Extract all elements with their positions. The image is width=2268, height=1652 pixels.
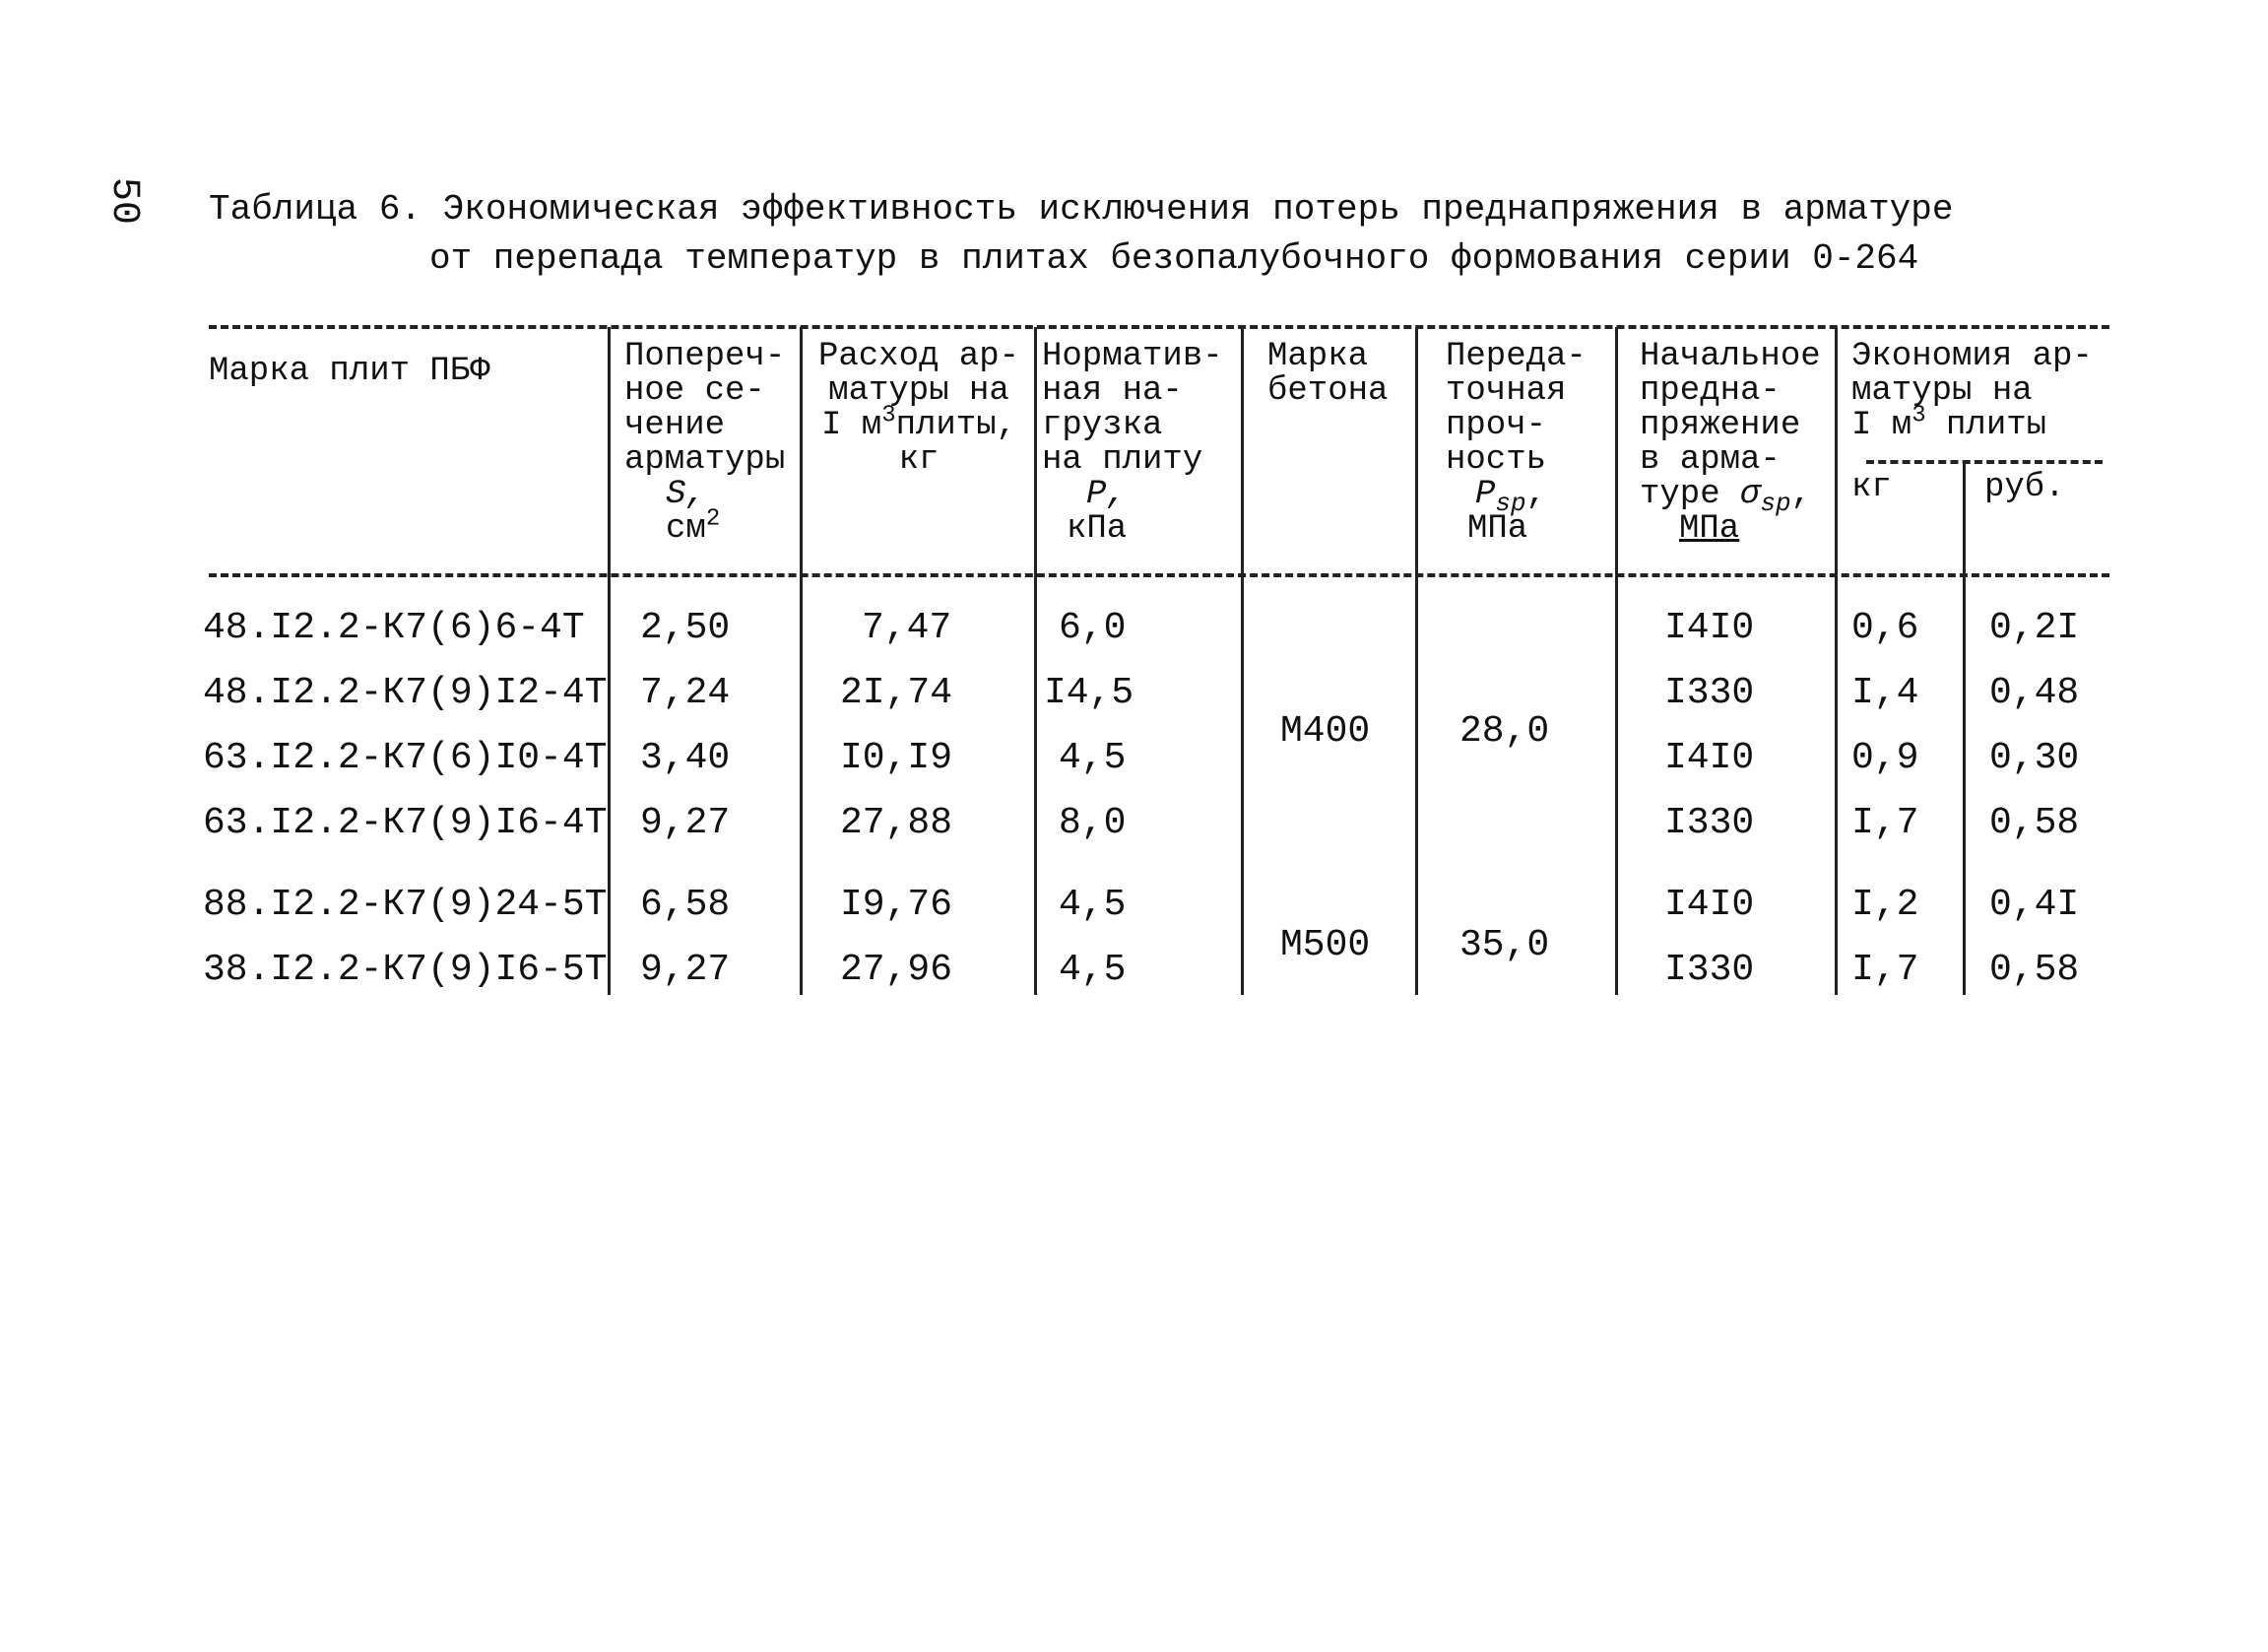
row-2-rashod: 2I,74 xyxy=(840,672,953,714)
row-5-load: 4,5 xyxy=(1059,884,1127,926)
row-2-section: 7,24 xyxy=(640,672,731,714)
col-divider-4 xyxy=(1241,327,1244,995)
initial-unit: МПа xyxy=(1679,510,1740,548)
row-6-initial: I330 xyxy=(1664,949,1755,991)
section-unit: $см^2$ xyxy=(666,505,721,548)
row-5-economy-kg: I,2 xyxy=(1851,884,1919,926)
row-6-mark: 38.I2.2-К7(9)I6-5Т xyxy=(203,949,608,991)
row-1-initial: I4I0 xyxy=(1664,607,1755,649)
page-number: 50 xyxy=(101,177,146,226)
col-divider-2 xyxy=(800,327,803,995)
row-3-section: 3,40 xyxy=(640,737,731,779)
header-load: Норматив- ная на- грузка на плиту P, кПа xyxy=(1042,338,1223,548)
group-1-strength: 28,0 xyxy=(1459,710,1550,753)
row-1-section: 2,50 xyxy=(640,607,731,649)
caption-line-1: Таблица 6. Экономическая эффективность исключения потерь преднапряжения в арматуре xyxy=(209,189,1954,230)
header-concrete: Марка бетона xyxy=(1267,338,1389,410)
header-economy: Экономия ар- матуры на I $м^3$ плиты xyxy=(1851,338,2093,444)
row-4-section: 9,27 xyxy=(640,802,731,844)
row-6-rashod: 27,96 xyxy=(840,949,953,991)
row-6-economy-rub: 0,58 xyxy=(1989,949,2080,991)
row-1-mark: 48.I2.2-К7(6)6-4Т xyxy=(203,607,585,649)
col-divider-6 xyxy=(1615,327,1618,995)
row-6-section: 9,27 xyxy=(640,949,731,991)
row-4-initial: I330 xyxy=(1664,802,1755,844)
row-1-rashod: 7,47 xyxy=(862,607,952,649)
group-2-strength: 35,0 xyxy=(1459,924,1550,966)
strength-symbol: $P_{sp}$, xyxy=(1475,476,1547,518)
row-5-economy-rub: 0,4I xyxy=(1989,884,2080,926)
row-4-economy-rub: 0,58 xyxy=(1989,802,2080,844)
row-1-load: 6,0 xyxy=(1059,607,1127,649)
row-4-mark: 63.I2.2-К7(9)I6-4Т xyxy=(203,802,608,844)
row-3-initial: I4I0 xyxy=(1664,737,1755,779)
row-3-load: 4,5 xyxy=(1059,737,1127,779)
row-1-economy-kg: 0,6 xyxy=(1851,607,1919,649)
group-2-concrete: М500 xyxy=(1280,924,1371,966)
header-bottom-rule xyxy=(209,573,2109,577)
row-2-economy-rub: 0,48 xyxy=(1989,672,2080,714)
row-1-economy-rub: 0,2I xyxy=(1989,607,2080,649)
col-divider-5 xyxy=(1415,327,1418,995)
load-symbol: P, xyxy=(1086,476,1127,513)
row-2-initial: I330 xyxy=(1664,672,1755,714)
header-mark: Марка плит ПБФ xyxy=(209,353,490,390)
row-3-mark: 63.I2.2-К7(6)I0-4Т xyxy=(203,737,608,779)
row-4-load: 8,0 xyxy=(1059,802,1127,844)
row-3-economy-rub: 0,30 xyxy=(1989,737,2080,779)
strength-unit: МПа xyxy=(1467,510,1528,548)
row-6-load: 4,5 xyxy=(1059,949,1127,991)
col-divider-8 xyxy=(1963,461,1966,995)
row-5-rashod: I9,76 xyxy=(840,884,953,926)
header-rashod: Расход ар- матуры на I $м^3плиты$, кг xyxy=(817,338,1020,479)
header-initial: Начальное предна- пряжение в арма- туре $\sigma_{sp}$, МПа xyxy=(1640,338,1821,548)
caption-line-2: от перепада температур в плитах безопалубочного формования серии 0-264 xyxy=(429,238,1919,279)
col-divider-1 xyxy=(608,327,611,995)
header-strength: Переда- точная проч- ность $P_{sp}$, МПа xyxy=(1446,338,1587,548)
row-6-economy-kg: I,7 xyxy=(1851,949,1919,991)
row-2-economy-kg: I,4 xyxy=(1851,672,1919,714)
economy-sub-rule xyxy=(1866,460,2103,464)
col-divider-7 xyxy=(1835,327,1838,995)
row-3-rashod: I0,I9 xyxy=(840,737,953,779)
row-5-section: 6,58 xyxy=(640,884,731,926)
section-symbol: S, xyxy=(666,476,706,513)
group-1-concrete: М400 xyxy=(1280,710,1371,753)
row-2-mark: 48.I2.2-К7(9)I2-4Т xyxy=(203,672,608,714)
header-section: Попереч- ное се- чение арматуры S, $см^2$ xyxy=(624,338,786,548)
initial-symbol: туре $\sigma_{sp}$, xyxy=(1640,476,1812,518)
row-3-economy-kg: 0,9 xyxy=(1851,737,1919,779)
header-economy-rub: руб. xyxy=(1984,469,2065,506)
table-top-rule xyxy=(209,325,2109,329)
load-unit: кПа xyxy=(1067,510,1128,548)
row-4-economy-kg: I,7 xyxy=(1851,802,1919,844)
row-5-mark: 88.I2.2-К7(9)24-5Т xyxy=(203,884,608,926)
header-economy-kg: кг xyxy=(1851,469,1892,506)
table-caption xyxy=(209,185,1954,284)
row-2-load: I4,5 xyxy=(1044,672,1134,714)
col-divider-3 xyxy=(1034,327,1037,995)
row-4-rashod: 27,88 xyxy=(840,802,953,844)
row-5-initial: I4I0 xyxy=(1664,884,1755,926)
